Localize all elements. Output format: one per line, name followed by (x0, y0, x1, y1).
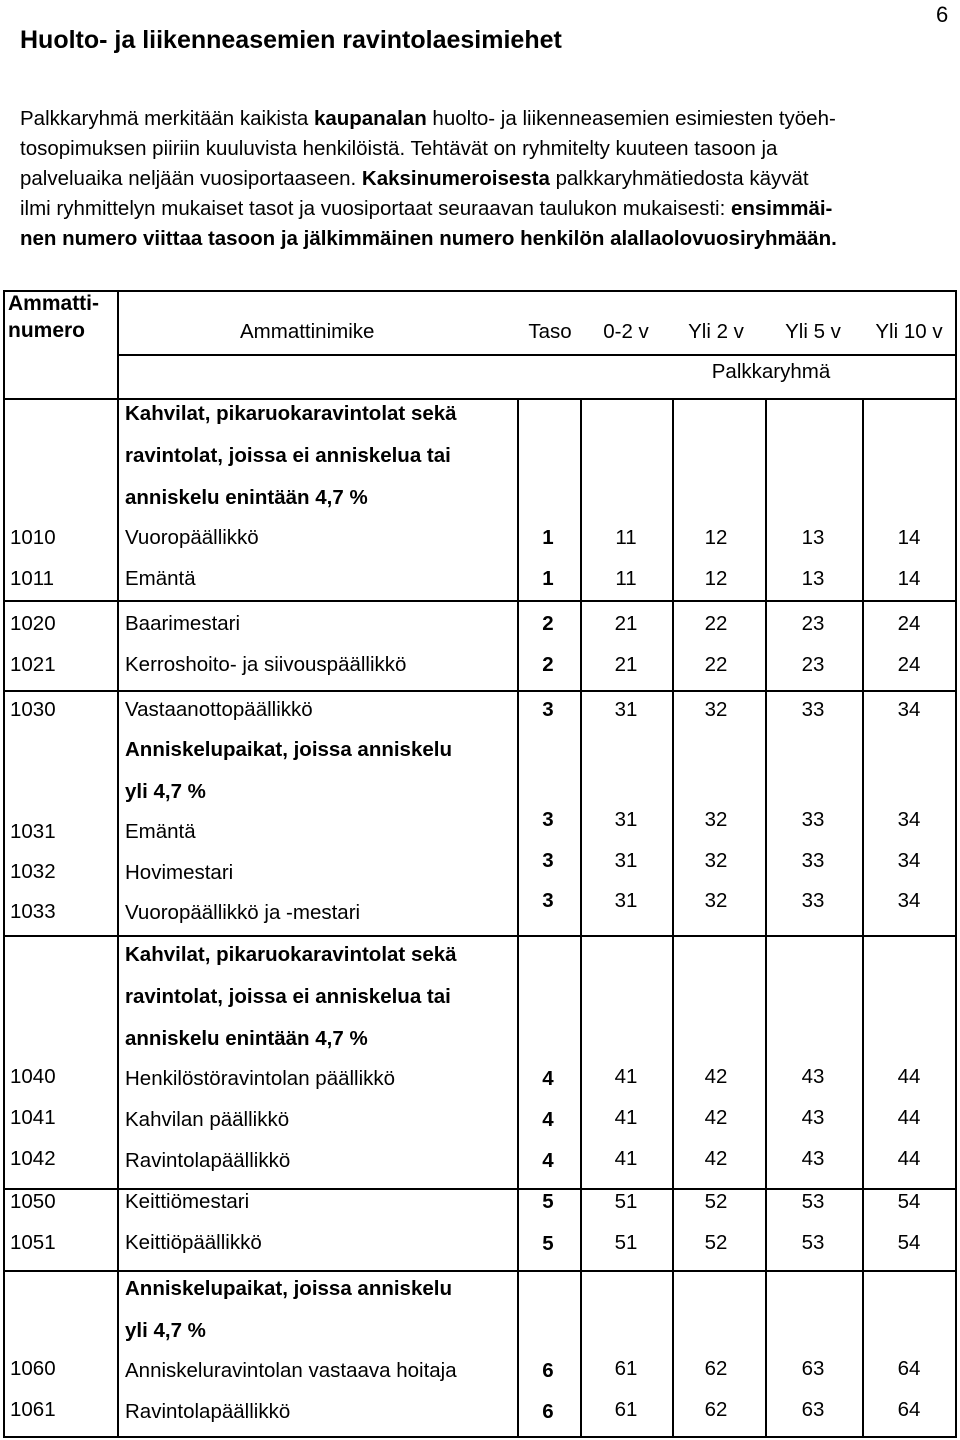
row-group: 32 (704, 889, 728, 912)
row-group: 14 (897, 526, 921, 549)
table-line (3, 398, 957, 400)
row-group: 12 (704, 567, 728, 590)
row-code: 1021 (10, 653, 56, 676)
intro-emphasis: kaupanalan (313, 107, 427, 130)
header-title: Ammattinimike (240, 320, 375, 343)
row-group: 64 (897, 1398, 921, 1421)
row-level: 2 (542, 612, 554, 635)
row-group: 32 (704, 849, 728, 872)
row-level: 3 (542, 849, 554, 872)
table-line (672, 398, 674, 1438)
row-group: 22 (704, 612, 728, 635)
row-level: 1 (542, 567, 554, 590)
intro-emphasis: Kaksinumeroisesta (361, 167, 550, 190)
row-title: Ravintolapäällikkö (125, 1149, 291, 1172)
section-heading-line: anniskelu enintään 4,7 % (125, 486, 368, 509)
section-heading-line: Kahvilat, pikaruokaravintolat sekä (125, 402, 457, 425)
row-level: 2 (542, 653, 554, 676)
row-group: 63 (801, 1357, 825, 1380)
row-group: 43 (801, 1147, 825, 1170)
table-line (3, 290, 957, 292)
row-level: 3 (542, 698, 554, 721)
row-group: 64 (897, 1357, 921, 1380)
row-group: 11 (615, 526, 637, 549)
row-group: 21 (614, 612, 638, 635)
row-group: 32 (704, 698, 728, 721)
intro-line (20, 194, 955, 224)
section-heading-line: yli 4,7 % (125, 1319, 206, 1342)
table-line (955, 290, 957, 1438)
row-group: 34 (897, 889, 921, 912)
row-level: 3 (542, 889, 554, 912)
intro-text: palveluaika neljään vuosiportaaseen. (20, 167, 362, 190)
header-code-line: numero (8, 319, 86, 342)
row-group: 24 (897, 653, 921, 676)
row-group: 43 (801, 1106, 825, 1129)
intro-text: tosopimuksen piiriin kuuluvista henkilöistä. Tehtävät on ryhmitelty kuuteen tasoon ja (20, 137, 778, 160)
row-code: 1050 (10, 1190, 56, 1213)
section-heading-line: ravintolat, joissa ei anniskelua tai (125, 444, 451, 467)
row-title: Keittiöpäällikkö (125, 1231, 262, 1254)
row-group: 41 (614, 1106, 638, 1129)
intro-line (20, 224, 955, 254)
table-line (3, 690, 957, 692)
row-group: 33 (801, 889, 825, 912)
row-group: 41 (614, 1147, 638, 1170)
row-group: 42 (704, 1065, 728, 1088)
row-group: 23 (801, 653, 825, 676)
row-level: 4 (542, 1149, 554, 1172)
row-group: 34 (897, 808, 921, 831)
row-group: 31 (614, 849, 638, 872)
table-line (765, 398, 767, 1438)
table-line (117, 354, 957, 356)
header-code (8, 290, 116, 344)
row-group: 24 (897, 612, 921, 635)
row-group: 42 (704, 1147, 728, 1170)
row-title: Baarimestari (125, 612, 241, 635)
row-level: 4 (542, 1067, 554, 1090)
row-title: Hovimestari (125, 861, 234, 884)
row-code: 1033 (10, 900, 56, 923)
row-group: 32 (704, 808, 728, 831)
section-heading-line: Anniskelupaikat, joissa anniskelu (125, 1277, 452, 1300)
row-title: Ravintolapäällikkö (125, 1400, 291, 1423)
row-title: Vuoropäällikkö ja -mestari (125, 901, 361, 924)
row-title: Henkilöstöravintolan päällikkö (125, 1067, 396, 1090)
section-heading-line: anniskelu enintään 4,7 % (125, 1027, 368, 1050)
row-group: 22 (704, 653, 728, 676)
table-line (3, 935, 957, 937)
header-level: Taso (528, 320, 572, 343)
row-group: 21 (614, 653, 638, 676)
row-group: 53 (801, 1190, 825, 1213)
page-title: Huolto- ja liikenneasemien ravintolaesimiehet (20, 26, 562, 54)
row-code: 1031 (10, 820, 56, 843)
row-level: 5 (542, 1232, 554, 1255)
row-group: 44 (897, 1106, 921, 1129)
row-group: 34 (897, 698, 921, 721)
intro-emphasis: ensimmäi- (730, 197, 833, 220)
row-code: 1040 (10, 1065, 56, 1088)
row-code: 1061 (10, 1398, 56, 1421)
row-level: 4 (542, 1108, 554, 1131)
row-group: 44 (897, 1147, 921, 1170)
header-group-0: 0-2 v (603, 320, 649, 343)
row-code: 1020 (10, 612, 56, 635)
row-code: 1030 (10, 698, 56, 721)
row-group: 51 (614, 1231, 638, 1254)
row-group: 44 (897, 1065, 921, 1088)
header-code-line: Ammatti- (8, 292, 100, 315)
row-group: 33 (801, 808, 825, 831)
intro-line (20, 104, 955, 134)
header-group-2: Yli 5 v (785, 320, 841, 343)
row-group: 52 (704, 1190, 728, 1213)
row-code: 1010 (10, 526, 56, 549)
header-group-3: Yli 10 v (875, 320, 943, 343)
row-group: 62 (704, 1357, 728, 1380)
row-group: 14 (897, 567, 921, 590)
table-line (3, 1270, 957, 1272)
intro-line (20, 164, 955, 194)
row-title: Anniskeluravintolan vastaava hoitaja (125, 1359, 457, 1382)
row-group: 31 (614, 698, 638, 721)
row-level: 1 (542, 526, 554, 549)
row-group: 53 (801, 1231, 825, 1254)
row-group: 43 (801, 1065, 825, 1088)
intro-emphasis: nen numero viittaa tasoon ja jälkimmäinen numero henkilön alallaolovuosiryhmään. (20, 227, 837, 250)
row-title: Keittiömestari (125, 1190, 250, 1213)
row-group: 13 (801, 567, 825, 590)
row-code: 1011 (10, 567, 55, 590)
row-group: 54 (897, 1231, 921, 1254)
row-group: 62 (704, 1398, 728, 1421)
intro-text: Palkkaryhmä merkitään kaikista (20, 107, 314, 130)
table-line (580, 398, 582, 1438)
header-group-1: Yli 2 v (688, 320, 744, 343)
row-group: 12 (704, 526, 728, 549)
table-line (517, 398, 519, 1438)
row-group: 54 (897, 1190, 921, 1213)
row-group: 51 (614, 1190, 638, 1213)
row-group: 33 (801, 698, 825, 721)
section-heading-line: Kahvilat, pikaruokaravintolat sekä (125, 943, 457, 966)
row-level: 6 (542, 1359, 554, 1382)
row-group: 61 (614, 1398, 638, 1421)
row-level: 3 (542, 808, 554, 831)
section-heading-line: Anniskelupaikat, joissa anniskelu (125, 738, 452, 761)
row-group: 13 (801, 526, 825, 549)
row-title: Vastaanottopäällikkö (125, 698, 313, 721)
table-line (3, 290, 5, 1438)
intro-text: huolto- ja liikenneasemien esimiesten työeh- (426, 107, 836, 130)
row-group: 42 (704, 1106, 728, 1129)
page-number: 6 (936, 2, 949, 27)
section-heading-line: ravintolat, joissa ei anniskelua tai (125, 985, 451, 1008)
row-group: 63 (801, 1398, 825, 1421)
row-group: 33 (801, 849, 825, 872)
intro-line (20, 134, 955, 164)
row-level: 6 (542, 1400, 554, 1423)
row-title: Vuoropäällikkö (125, 526, 259, 549)
row-code: 1042 (10, 1147, 56, 1170)
row-group: 41 (614, 1065, 638, 1088)
row-title: Emäntä (125, 567, 196, 590)
row-code: 1032 (10, 860, 56, 883)
row-group: 52 (704, 1231, 728, 1254)
row-code: 1041 (10, 1106, 56, 1129)
row-group: 23 (801, 612, 825, 635)
table-line (117, 290, 119, 1438)
row-group: 31 (614, 808, 638, 831)
row-code: 1060 (10, 1357, 56, 1380)
row-title: Kahvilan päällikkö (125, 1108, 290, 1131)
intro-paragraph (20, 104, 955, 254)
row-group: 11 (615, 567, 637, 590)
intro-text: palkkaryhmätiedosta käyvät (549, 167, 809, 190)
row-title: Emäntä (125, 820, 196, 843)
intro-text: ilmi ryhmittelyn mukaiset tasot ja vuosiportaat seuraavan taulukon mukaisesti: (20, 197, 731, 220)
table-line (3, 1436, 957, 1438)
row-group: 34 (897, 849, 921, 872)
row-group: 31 (614, 889, 638, 912)
row-code: 1051 (10, 1231, 56, 1254)
row-title: Kerroshoito- ja siivouspäällikkö (125, 653, 407, 676)
section-heading-line: yli 4,7 % (125, 780, 206, 803)
table-line (3, 600, 957, 602)
header-pay-group: Palkkaryhmä (711, 360, 831, 383)
row-level: 5 (542, 1190, 554, 1213)
row-group: 61 (614, 1357, 638, 1380)
table-line (862, 398, 864, 1438)
